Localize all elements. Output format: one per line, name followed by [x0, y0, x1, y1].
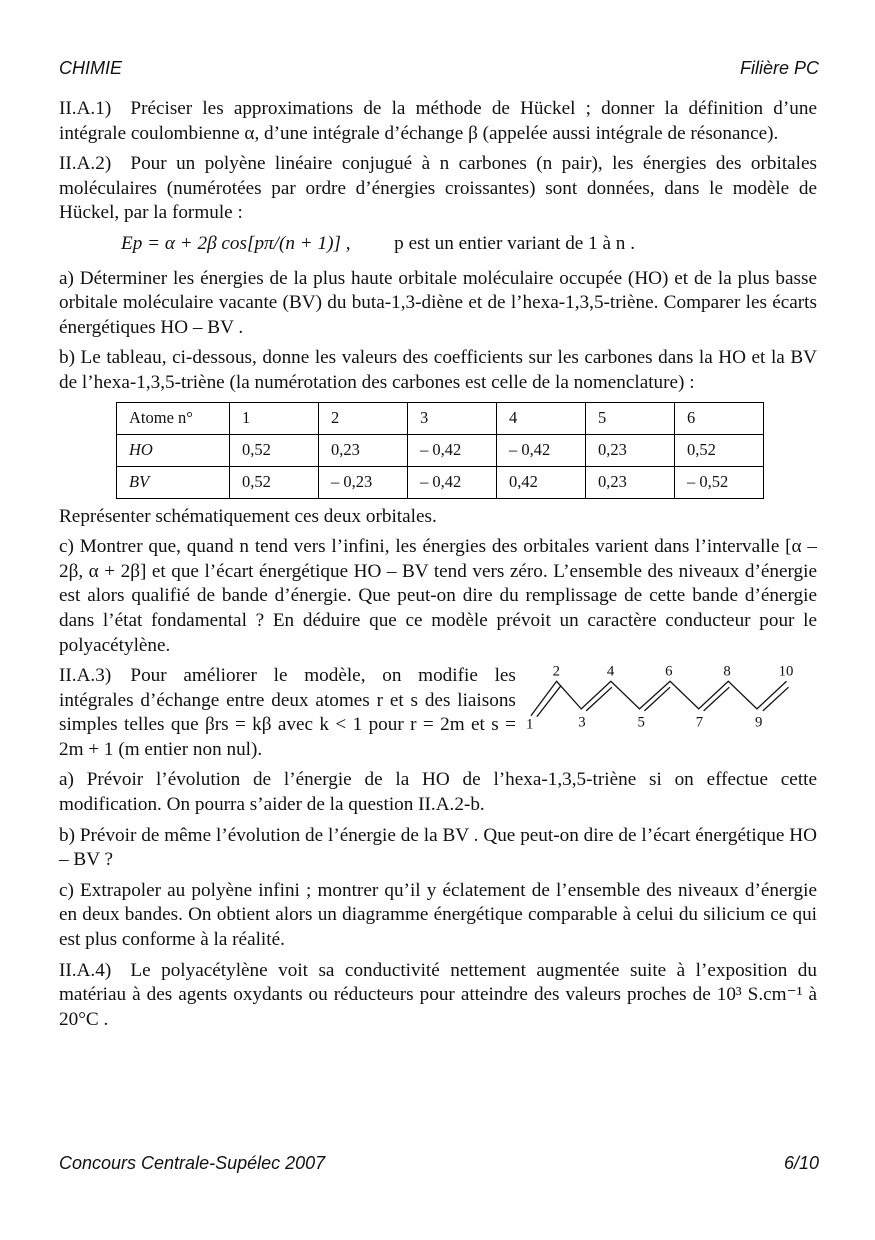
table-header-cell: Atome n° [117, 402, 230, 434]
table-cell: 0,52 [675, 434, 764, 466]
question-II-A-3-a: a) Prévoir l’évolution de l’énergie de la HO de l’hexa-1,3,5-triène si on effectue cette modification. On pourra s’aider de la question II.A.2-b. [59, 769, 817, 816]
table-cell: – 0,42 [408, 466, 497, 498]
question-II-A-4: II.A.4) Le polyacétylène voit sa conductivité nettement augmentée suite à l’exposition du matériau à des agents oxydants ou réducteurs pour atteindre des valeurs proches de 10³ S.cm⁻¹ à 20°C . [59, 959, 817, 1030]
question-II-A-2-a: a) Déterminer les énergies de la plus haute orbitale moléculaire occupée (HO) et de la plus basse orbitale moléculaire vacante (BV) du buta-1,3-diène et de l’hexa-1,3,5-triène. Comparer les écarts énergétiques HO – BV . [59, 267, 817, 338]
huckel-formula: Ep = α + 2β cos[pπ/(n + 1)] , [121, 232, 351, 254]
row-label: BV [117, 466, 230, 498]
table-header-cell: 4 [497, 402, 586, 434]
page-body [59, 97, 817, 1038]
table-cell: 0,23 [586, 466, 675, 498]
atom-label: 10 [778, 663, 794, 680]
question-II-A-1: II.A.1) Préciser les approximations de la méthode de Hückel ; donner la définition d’une intégrale coulombienne α, d’une intégrale d’échange β (appelée aussi intégrale de résonance). [59, 98, 817, 144]
table-cell: – 0,23 [319, 466, 408, 498]
atom-label: 1 [525, 716, 534, 733]
question-II-A-3-c: c) Extrapoler au polyène infini ; montrer qu’il y éclatement de l’ensemble des niveaux d’énergie en deux bandes. On obtient alors un diagramme énergétique comparable à celui du silicium ce qui est plus conforme à la réalité. [59, 879, 817, 951]
table-row-bv [117, 466, 764, 498]
page-footer [59, 1153, 819, 1174]
table-cell: – 0,42 [408, 434, 497, 466]
table-cell: 0,23 [586, 434, 675, 466]
row-label: HO [117, 434, 230, 466]
page-number: 6/10 [783, 1153, 819, 1173]
table-header-cell: 1 [230, 402, 319, 434]
formula-note: p est un entier variant de 1 à n . [394, 232, 635, 254]
atom-label: 6 [665, 663, 673, 680]
table-cell: – 0,42 [497, 434, 586, 466]
table-header-row [117, 402, 764, 434]
atom-label: 3 [578, 714, 586, 731]
orbital-instruction: Représenter schématiquement ces deux orbitales. [59, 505, 437, 527]
table-cell: 0,23 [319, 434, 408, 466]
atom-label: 2 [552, 663, 560, 680]
table-cell: 0,42 [497, 466, 586, 498]
question-II-A-2-b: b) Le tableau, ci-dessous, donne les valeurs des coefficients sur les carbones dans la HO et la BV de l’hexa-1,3,5-triène (la numérotation des carbones est celle de la nomenclature) : [59, 347, 817, 393]
table-header-cell: 2 [319, 402, 408, 434]
header-subject: CHIMIE [59, 58, 122, 78]
header-track: Filière PC [739, 58, 819, 78]
table-header-cell: 6 [675, 402, 764, 434]
table-header-cell: 5 [586, 402, 675, 434]
question-II-A-3-b: b) Prévoir de même l’évolution de l’énergie de la BV . Que peut-on dire de l’écart énergétique HO – BV ? [59, 824, 817, 871]
table-cell: 0,52 [230, 466, 319, 498]
atom-label: 4 [606, 663, 615, 680]
coefficients-table [116, 402, 764, 499]
table-row-ho [117, 434, 764, 466]
atom-label: 9 [754, 714, 763, 731]
question-II-A-3: II.A.3) Pour améliorer le modèle, on modifie les intégrales d’échange entre deux atomes r et s des liaisons simples telles que βrs = kβ avec k < 1 pour r = 2m et s = 2m + 1 (m entier non nul). [59, 665, 516, 760]
question-II-A-3-block [59, 664, 817, 762]
footer-contest: Concours Centrale-Supélec 2007 [59, 1153, 326, 1173]
huckel-formula-line [121, 232, 817, 257]
atom-label: 8 [723, 663, 731, 680]
atom-label: 7 [695, 714, 704, 731]
page-header [59, 58, 819, 79]
atom-label: 5 [637, 714, 645, 731]
table-cell: 0,52 [230, 434, 319, 466]
decapentaene-skeleton [526, 661, 817, 741]
question-II-A-2: II.A.2) Pour un polyène linéaire conjugué à n carbones (n pair), les énergies des orbitales moléculaires (numérotées par ordre d’énergies croissantes) sont données, dans le modèle de Hückel, par la formule : [59, 153, 817, 224]
table-cell: – 0,52 [675, 466, 764, 498]
table-header-cell: 3 [408, 402, 497, 434]
carbon-chain [531, 681, 789, 717]
question-II-A-2-c: c) Montrer que, quand n tend vers l’infini, les énergies des orbitales varient dans l’intervalle [α – 2β, α + 2β] et que l’écart énergétique HO – BV tend vers zéro. L’ensemble des niveaux d’énergie est alors qualifié de bande d’énergie. Que peut-on dire du remplissage de cette bande d’énergie dans l’état fondamental ? En déduire que ce modèle prévoit un caractère conducteur pour le polyacétylène. [59, 536, 817, 656]
